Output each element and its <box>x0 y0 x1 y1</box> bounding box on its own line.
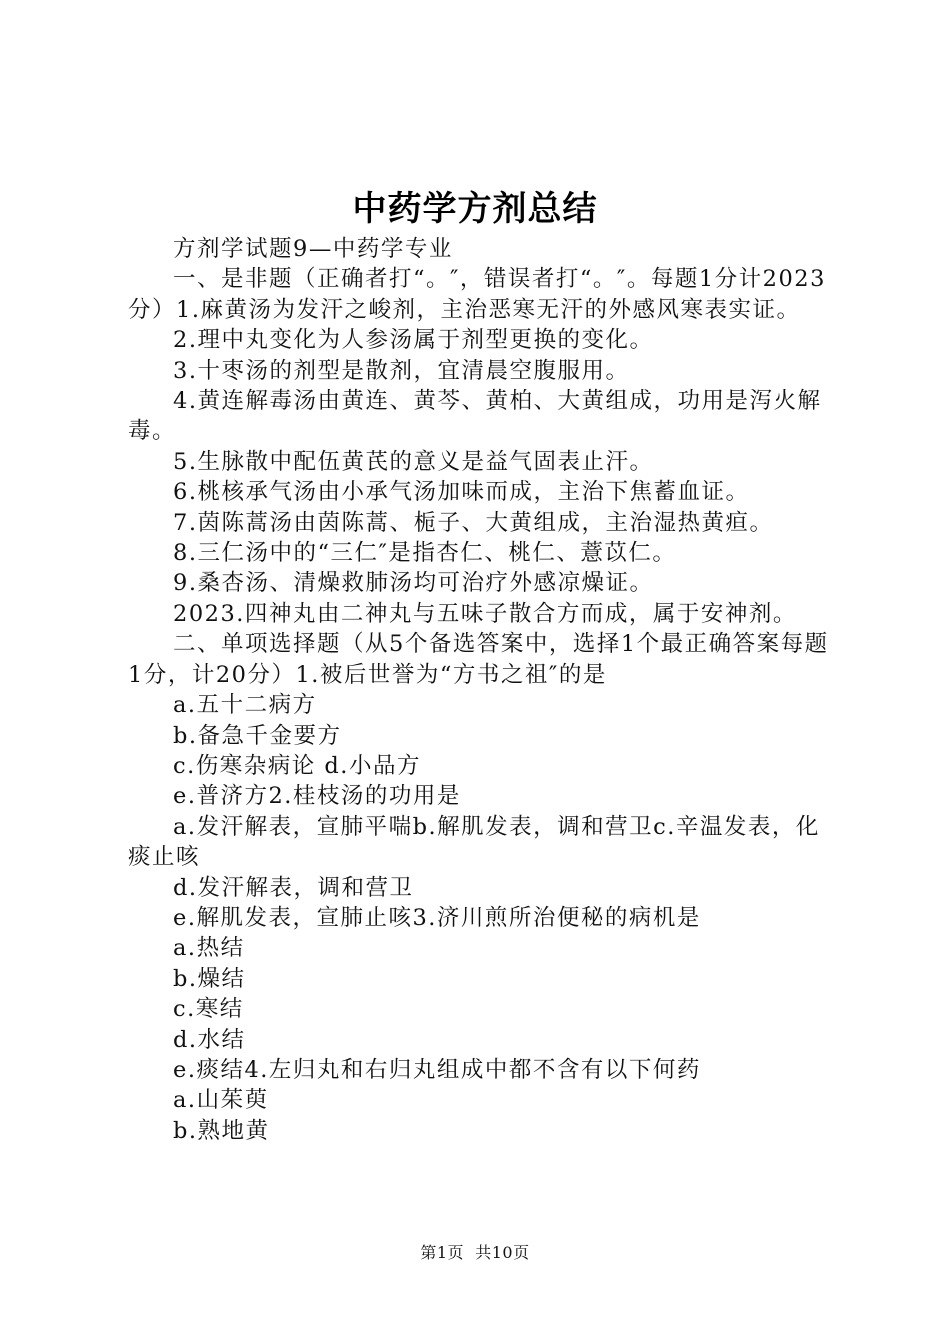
paragraph: 一、是非题（正确者打“。″，错误者打“。″。每题1分计2023分）1.麻黄汤为发汗之峻剂，主治恶寒无汗的外感风寒表实证。 <box>128 266 826 323</box>
paragraph: e.痰结4.左归丸和右归丸组成中都不含有以下何药 <box>173 1056 701 1083</box>
paragraph: c.寒结 <box>173 996 244 1023</box>
document-title: 中药学方剂总结 <box>352 189 598 229</box>
paragraph: 8.三仁汤中的“三仁″是指杏仁、桃仁、薏苡仁。 <box>173 540 677 567</box>
paragraph: b.熟地黄 <box>173 1117 270 1144</box>
page-number: 第1页 <box>420 1243 465 1262</box>
paragraph: a.热结 <box>173 935 245 962</box>
paragraph: e.普济方2.桂枝汤的功用是 <box>173 783 461 810</box>
paragraph: 5.生脉散中配伍黄芪的意义是益气固表止汗。 <box>173 448 654 475</box>
paragraph: 9.桑杏汤、清燥救肺汤均可治疗外感凉燥证。 <box>173 570 654 597</box>
paragraph: a.五十二病方 <box>173 692 317 719</box>
paragraph: 2023.四神丸由二神丸与五味子散合方而成，属于安神剂。 <box>173 600 797 627</box>
paragraph: c.伤寒杂病论 d.小品方 <box>173 752 421 779</box>
document-body <box>128 234 836 1146</box>
paragraph: d.发汗解表，调和营卫 <box>173 874 414 901</box>
paragraph: 3.十枣汤的剂型是散剂，宜清晨空腹服用。 <box>173 357 630 384</box>
paragraph: 7.茵陈蒿汤由茵陈蒿、栀子、大黄组成，主治湿热黄疸。 <box>173 509 774 536</box>
paragraph: 二、单项选择题（从5个备选答案中，选择1个最正确答案每题1分，计20分）1.被后世誉为“方书之祖″的是 <box>128 631 829 688</box>
paragraph: a.发汗解表，宣肺平喘b.解肌发表，调和营卫c.辛温发表，化痰止咳 <box>128 813 820 871</box>
paragraph: e.解肌发表，宣肺止咳3.济川煎所治便秘的病机是 <box>173 904 701 931</box>
page-total: 共10页 <box>475 1243 530 1262</box>
paragraph: a.山茱萸 <box>173 1087 269 1114</box>
paragraph: b.备急千金要方 <box>173 722 342 749</box>
paragraph: 方剂学试题9—中药学专业 <box>173 236 453 262</box>
paragraph: d.水结 <box>173 1026 246 1053</box>
paragraph: 4.黄连解毒汤由黄连、黄芩、黄柏、大黄组成，功用是泻火解毒。 <box>128 388 822 445</box>
paragraph: 2.理中丸变化为人参汤属于剂型更换的变化。 <box>173 327 654 354</box>
paragraph: b.燥结 <box>173 965 246 992</box>
paragraph: 6.桃核承气汤由小承气汤加味而成，主治下焦蓄血证。 <box>173 479 750 506</box>
page-footer <box>0 1240 950 1263</box>
